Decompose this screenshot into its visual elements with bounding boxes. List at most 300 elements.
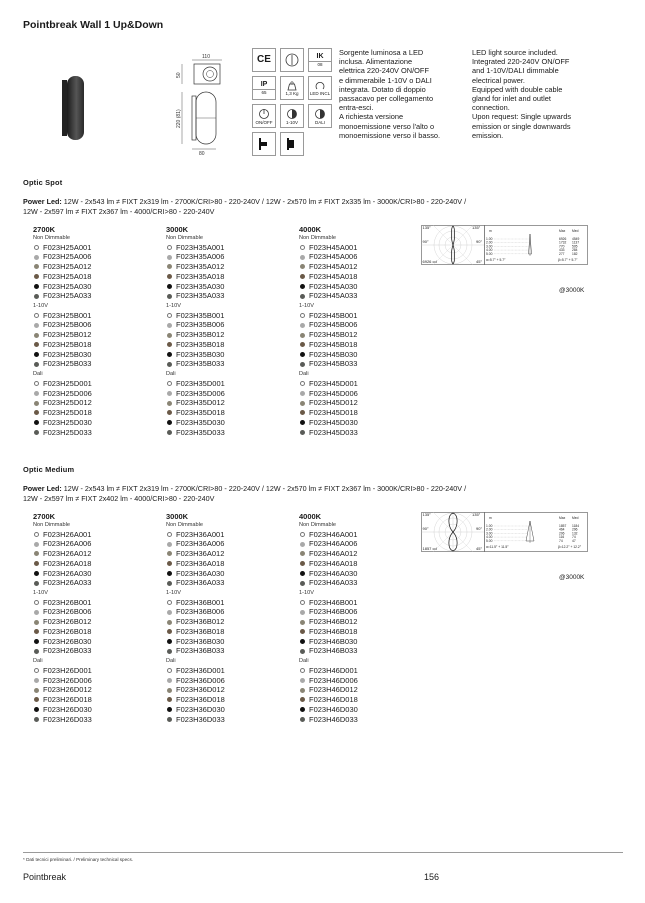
finish-color-swatch	[167, 410, 172, 415]
finish-color-swatch	[300, 391, 305, 396]
cct-column	[166, 512, 296, 724]
product-code-row	[33, 578, 163, 588]
product-code: F023H25D001	[43, 378, 92, 388]
illuminance-value: 6926	[559, 237, 567, 241]
illuminance-value: 4.00	[486, 535, 493, 540]
product-code-row	[33, 418, 163, 428]
product-code: F023H26D001	[43, 665, 92, 675]
desc-it-line: inclusa. Alimentazione	[339, 57, 413, 67]
dimming-label: Non Dimmable	[299, 235, 336, 241]
product-code: F023H25A033	[43, 291, 92, 301]
product-code: F023H46D001	[309, 665, 358, 675]
finish-color-swatch	[167, 551, 172, 556]
product-code-row	[299, 379, 429, 389]
product-code-row	[166, 291, 296, 301]
finish-color-swatch	[300, 610, 305, 615]
ce-mark-text: CE	[257, 54, 271, 65]
finish-color-swatch	[34, 430, 39, 435]
product-code-row	[33, 539, 163, 549]
finish-color-swatch	[300, 532, 305, 537]
desc-en-line: Integrated 220-240V ON/OFF	[472, 57, 570, 67]
product-code: F023H45B018	[309, 339, 358, 349]
product-code: F023H25D033	[43, 427, 92, 437]
product-code: F023H26A012	[43, 549, 92, 559]
footer-divider	[23, 852, 623, 853]
illuminance-value: 1732	[559, 240, 567, 245]
product-code-row	[299, 637, 429, 647]
illuminance-value: 47	[572, 538, 576, 543]
product-code: F023H45D001	[309, 378, 358, 388]
product-code: F023H25A030	[43, 281, 92, 291]
product-code: F023H25D018	[43, 408, 92, 418]
spec-icon-grid	[252, 48, 332, 156]
product-code: F023H26D033	[43, 714, 92, 724]
desc-en-line: Equipped with double cable	[472, 84, 563, 94]
finish-color-swatch	[34, 551, 39, 556]
product-code-row	[33, 272, 163, 282]
product-code-row	[166, 705, 296, 715]
product-code-row	[299, 617, 429, 627]
dimmable-1-10v-icon	[280, 104, 304, 128]
dimming-group-label: Dali	[299, 658, 309, 665]
description-english	[472, 48, 617, 140]
product-code: F023H25B012	[43, 330, 92, 340]
finish-color-swatch	[300, 620, 305, 625]
product-code: F023H45D033	[309, 427, 358, 437]
product-code-row	[299, 715, 429, 725]
product-code-row	[166, 320, 296, 330]
product-code: F023H26D018	[43, 695, 92, 705]
product-code: F023H25A012	[43, 262, 92, 272]
finish-color-swatch	[34, 352, 39, 357]
cct-heading: 3000K	[166, 225, 189, 234]
product-code: F023H25A018	[43, 271, 92, 281]
finish-color-swatch	[300, 649, 305, 654]
product-code: F023H35A018	[176, 271, 225, 281]
power-label: Power Led:	[23, 484, 62, 493]
product-code: F023H45A018	[309, 271, 358, 281]
product-code: F023H26D030	[43, 704, 92, 714]
dimming-label: Non Dimmable	[166, 235, 203, 241]
cct-column	[299, 512, 429, 724]
product-code: F023H46D012	[309, 685, 358, 695]
finish-color-swatch	[167, 629, 172, 634]
product-code-row	[166, 389, 296, 399]
product-code-row	[166, 408, 296, 418]
section-title: Optic Spot	[23, 178, 63, 187]
product-code: F023H26B012	[43, 617, 92, 627]
weight-value: 1,3 Kg	[285, 90, 299, 96]
product-code-row	[166, 428, 296, 438]
finish-color-swatch	[34, 333, 39, 338]
illuminance-value: 433	[559, 248, 565, 253]
finish-color-swatch	[34, 274, 39, 279]
finish-color-swatch	[34, 561, 39, 566]
illuminance-value: 505	[572, 244, 578, 249]
product-code-row	[33, 637, 163, 647]
product-code-row	[33, 252, 163, 262]
illuminance-value: m	[489, 516, 492, 520]
product-code-row	[166, 340, 296, 350]
product-code-row	[33, 530, 163, 540]
finish-color-swatch	[34, 629, 39, 634]
product-code-row	[33, 340, 163, 350]
power-led-spec	[23, 484, 623, 503]
side-dimension-label: 50	[176, 72, 182, 78]
finish-color-swatch	[300, 333, 305, 338]
product-code-row	[33, 291, 163, 301]
dimming-group-label: 1-10V	[166, 303, 181, 310]
product-code: F023H35B001	[176, 310, 225, 320]
polar-label: 90°	[476, 526, 483, 531]
product-code: F023H26A006	[43, 539, 92, 549]
product-code-row	[33, 646, 163, 656]
polar-label: 1857 cd	[422, 546, 437, 551]
dali-text: DALI	[314, 119, 325, 125]
polar-diagram	[421, 512, 485, 552]
finish-color-swatch	[300, 551, 305, 556]
finish-color-swatch	[167, 600, 172, 605]
illuminance-value: 277	[559, 251, 565, 256]
finish-color-swatch	[167, 688, 172, 693]
product-code: F023H46B030	[309, 636, 358, 646]
finish-color-swatch	[34, 639, 39, 644]
illuminance-value: 132	[572, 531, 578, 536]
illuminance-value: m	[489, 229, 492, 233]
weight-icon	[280, 76, 304, 100]
product-code-row	[166, 398, 296, 408]
power-line-2: 12W - 2x597 lm ≠ FIXT 2x402 lm - 4000/CRI>80 - 220-240V	[23, 493, 215, 503]
finish-color-swatch	[167, 342, 172, 347]
illuminance-value: 3.00	[486, 531, 493, 536]
finish-color-swatch	[300, 629, 305, 634]
product-code-row	[33, 569, 163, 579]
product-code-row	[166, 676, 296, 686]
product-code-row	[166, 569, 296, 579]
product-code: F023H35A006	[176, 252, 225, 262]
finish-color-swatch	[300, 430, 305, 435]
product-code-row	[299, 607, 429, 617]
product-code-row	[299, 282, 429, 292]
illuminance-value: 464	[559, 527, 565, 532]
product-code-row	[166, 330, 296, 340]
illuminance-table	[484, 512, 588, 552]
finish-color-swatch	[34, 420, 39, 425]
finish-color-swatch	[34, 391, 39, 396]
illuminance-value: 182	[572, 251, 578, 256]
product-code-row	[33, 627, 163, 637]
illuminance-table	[484, 225, 588, 265]
power-led-spec	[23, 197, 623, 216]
product-code: F023H25B006	[43, 320, 92, 330]
desc-en-line: and 1-10V/DALI dimmable	[472, 66, 559, 76]
finish-color-swatch	[300, 264, 305, 269]
product-code-row	[33, 398, 163, 408]
product-code: F023H36B001	[176, 597, 225, 607]
illuminance-value: α=5.7° + 5.7°	[486, 258, 506, 262]
illuminance-value: Max	[559, 229, 566, 233]
polar-label: 135°	[472, 225, 481, 230]
product-code: F023H46D018	[309, 695, 358, 705]
illuminance-value: 1.00	[486, 524, 493, 528]
product-code-row	[33, 559, 163, 569]
product-code: F023H36D018	[176, 695, 225, 705]
ip-label: IP	[260, 81, 268, 88]
product-code-row	[33, 379, 163, 389]
product-code-row	[299, 627, 429, 637]
product-code: F023H26B001	[43, 597, 92, 607]
desc-it-line: Sorgente luminosa a LED	[339, 48, 424, 57]
finish-color-swatch	[167, 610, 172, 615]
product-code-row	[33, 359, 163, 369]
product-code: F023H36D001	[176, 665, 225, 675]
finish-color-swatch	[167, 697, 172, 702]
finish-color-swatch	[300, 323, 305, 328]
product-code-row	[299, 311, 429, 321]
desc-it-line: integrata. Dotato di doppio	[339, 84, 426, 94]
finish-color-swatch	[300, 294, 305, 299]
power-line-2: 12W - 2x597 lm ≠ FIXT 2x367 lm - 4000/CRI>80 - 220-240V	[23, 206, 215, 216]
product-code: F023H36B033	[176, 646, 225, 656]
dimming-group-label: Dali	[166, 658, 176, 665]
cct-reference-label: @3000K	[559, 287, 585, 294]
cct-column	[33, 225, 163, 437]
onoff-icon	[252, 104, 276, 128]
product-code: F023H25D006	[43, 388, 92, 398]
product-code-row	[299, 569, 429, 579]
product-code: F023H45A001	[309, 242, 358, 252]
product-code: F023H35A012	[176, 262, 225, 272]
product-code-row	[299, 530, 429, 540]
product-code-row	[299, 666, 429, 676]
product-code: F023H36A033	[176, 578, 225, 588]
finish-color-swatch	[34, 362, 39, 367]
product-code-row	[33, 695, 163, 705]
product-code-row	[33, 320, 163, 330]
product-code: F023H35B012	[176, 330, 225, 340]
finish-color-swatch	[300, 410, 305, 415]
dimming-group-label: Dali	[33, 658, 43, 665]
product-code-row	[33, 617, 163, 627]
power-text: 12W - 2x543 lm ≠ FIXT 2x319 lm - 2700K/CRI>80 - 220-240V / 12W - 2x570 lm ≠ FIXT 2x367 lm - 3000K/CRI>80 - 220-240V /	[61, 484, 467, 493]
page-title: Pointbreak Wall 1 Up&Down	[23, 19, 164, 31]
product-code-row	[299, 598, 429, 608]
product-code: F023H35B018	[176, 339, 225, 349]
finish-color-swatch	[167, 639, 172, 644]
illuminance-value: 770	[559, 244, 565, 249]
bottom-dimension-label: 80	[199, 151, 205, 156]
finish-color-swatch	[300, 401, 305, 406]
finish-color-swatch	[167, 401, 172, 406]
finish-color-swatch	[167, 581, 172, 586]
product-code-row	[166, 539, 296, 549]
product-photo	[60, 76, 86, 140]
illuminance-value: 4.00	[486, 248, 493, 253]
product-code: F023H36D033	[176, 714, 225, 724]
product-code: F023H45B030	[309, 349, 358, 359]
finish-color-swatch	[300, 420, 305, 425]
product-code-row	[166, 637, 296, 647]
cct-heading: 2700K	[33, 512, 56, 521]
finish-color-swatch	[167, 707, 172, 712]
finish-color-swatch	[300, 274, 305, 279]
product-code: F023H35A001	[176, 242, 225, 252]
polar-label: 90°	[476, 239, 483, 244]
product-code-row	[166, 530, 296, 540]
product-code: F023H45A033	[309, 291, 358, 301]
polar-label: 90°	[422, 239, 429, 244]
product-code-row	[299, 243, 429, 253]
product-code: F023H46B006	[309, 607, 358, 617]
finish-color-swatch	[34, 678, 39, 683]
product-code-row	[166, 715, 296, 725]
product-code: F023H45B012	[309, 330, 358, 340]
cct-heading: 2700K	[33, 225, 56, 234]
cct-reference-label: @3000K	[559, 574, 585, 581]
finish-color-swatch	[300, 571, 305, 576]
finish-color-swatch	[167, 333, 172, 338]
product-code-row	[166, 607, 296, 617]
power-label: Power Led:	[23, 197, 62, 206]
finish-color-swatch	[167, 352, 172, 357]
ip-value: 65	[253, 89, 275, 95]
product-code-row	[166, 379, 296, 389]
product-code: F023H45D018	[309, 408, 358, 418]
finish-color-swatch	[167, 420, 172, 425]
product-code: F023H35B033	[176, 359, 225, 369]
finish-color-swatch	[34, 581, 39, 586]
finish-color-swatch	[167, 532, 172, 537]
footer-brand: Pointbreak	[23, 872, 67, 882]
product-code: F023H26A001	[43, 529, 92, 539]
power-text: 12W - 2x543 lm ≠ FIXT 2x319 lm - 2700K/CRI>80 - 220-240V / 12W - 2x570 lm ≠ FIXT 2x335 lm - 3000K/CRI>80 - 220-240V /	[61, 197, 467, 206]
product-code-row	[166, 627, 296, 637]
desc-en-line: electrical power.	[472, 75, 525, 85]
description-italian	[339, 48, 467, 140]
product-code: F023H46D033	[309, 714, 358, 724]
product-code: F023H26A033	[43, 578, 92, 588]
product-code: F023H45A012	[309, 262, 358, 272]
finish-color-swatch	[34, 610, 39, 615]
dimming-label: Non Dimmable	[299, 522, 336, 528]
finish-color-swatch	[34, 313, 39, 318]
product-code: F023H36A006	[176, 539, 225, 549]
driver-icon	[280, 48, 304, 72]
finish-color-swatch	[34, 717, 39, 722]
product-code: F023H35B030	[176, 349, 225, 359]
finish-color-swatch	[34, 401, 39, 406]
product-code-row	[166, 617, 296, 627]
finish-color-swatch	[167, 274, 172, 279]
illuminance-value: 1137	[572, 240, 580, 245]
product-code-row	[33, 676, 163, 686]
illuminance-value: α=11.5° + 11.5°	[486, 545, 509, 549]
power-line-1	[23, 484, 623, 494]
product-code-row	[299, 685, 429, 695]
product-code-row	[166, 578, 296, 588]
product-code: F023H25A006	[43, 252, 92, 262]
product-code: F023H46B001	[309, 597, 358, 607]
product-code: F023H25A001	[43, 242, 92, 252]
polar-label: 135°	[472, 512, 481, 517]
finish-color-swatch	[300, 581, 305, 586]
product-code-row	[166, 666, 296, 676]
product-code: F023H45A030	[309, 281, 358, 291]
finish-color-swatch	[167, 668, 172, 673]
finish-color-swatch	[167, 678, 172, 683]
product-code: F023H26A030	[43, 568, 92, 578]
product-code: F023H35A033	[176, 291, 225, 301]
product-code-row	[299, 646, 429, 656]
dimming-label: Non Dimmable	[33, 522, 70, 528]
desc-it-line: elettrica 220-240V ON/OFF	[339, 66, 429, 76]
finish-color-swatch	[34, 255, 39, 260]
finish-color-swatch	[300, 707, 305, 712]
illuminance-value: 2.00	[486, 527, 493, 532]
finish-color-swatch	[34, 245, 39, 250]
product-code: F023H36A030	[176, 568, 225, 578]
illuminance-value: β=5.7° + 5.7°	[558, 258, 578, 262]
product-code: F023H46A006	[309, 539, 358, 549]
product-code-row	[166, 559, 296, 569]
product-code-row	[33, 428, 163, 438]
product-code-row	[299, 252, 429, 262]
product-code: F023H45D012	[309, 398, 358, 408]
product-code: F023H46D030	[309, 704, 358, 714]
product-code: F023H46A018	[309, 558, 358, 568]
product-code-row	[299, 695, 429, 705]
product-code-row	[166, 695, 296, 705]
illuminance-value: 206	[559, 531, 565, 536]
dimming-group-label: Dali	[33, 371, 43, 378]
product-code-row	[299, 428, 429, 438]
finish-color-swatch	[167, 381, 172, 386]
finish-color-swatch	[34, 381, 39, 386]
illuminance-value: Max	[559, 516, 566, 520]
product-code-row	[166, 272, 296, 282]
polar-label: 90°	[422, 526, 429, 531]
product-code-row	[33, 330, 163, 340]
product-code-row	[166, 252, 296, 262]
finish-color-swatch	[167, 620, 172, 625]
desc-en-line: emission.	[472, 130, 504, 140]
product-code: F023H46A033	[309, 578, 358, 588]
dimming-group-label: 1-10V	[166, 590, 181, 597]
product-code: F023H26B030	[43, 636, 92, 646]
finish-color-swatch	[167, 294, 172, 299]
led-included-text: LED INCL	[309, 90, 331, 96]
dimming-group-label: 1-10V	[33, 303, 48, 310]
product-code-row	[299, 408, 429, 418]
product-code-row	[33, 282, 163, 292]
ik-rating-icon	[308, 48, 332, 72]
product-code-row	[299, 359, 429, 369]
finish-color-swatch	[300, 678, 305, 683]
desc-en-line: emission or single downwards	[472, 121, 571, 131]
product-code: F023H46B012	[309, 617, 358, 627]
finish-color-swatch	[300, 342, 305, 347]
illuminance-value: 2.00	[486, 240, 493, 245]
product-code-row	[33, 408, 163, 418]
mounting-updown-icon	[280, 132, 304, 156]
product-code: F023H45D030	[309, 417, 358, 427]
product-code-row	[299, 705, 429, 715]
desc-en-line: gland for inlet and outlet	[472, 94, 551, 104]
finish-color-swatch	[167, 323, 172, 328]
illuminance-value: 284	[572, 248, 578, 253]
cct-heading: 4000K	[299, 512, 322, 521]
finish-color-swatch	[34, 620, 39, 625]
